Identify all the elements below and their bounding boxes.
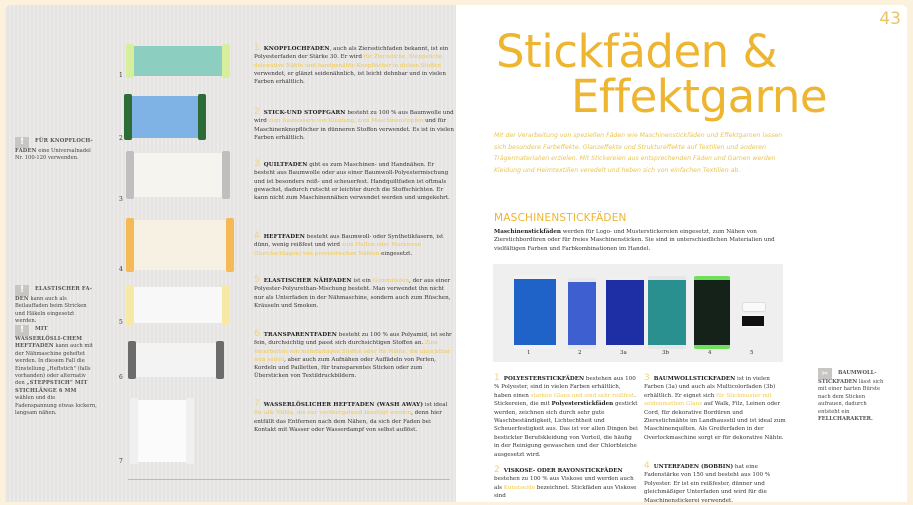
spool-number: 4	[119, 266, 123, 273]
entry-polyester-embroidery-thread: 1 POLYESTERSTICKFÄDEN bestehen aus 100 % Polyester, sind in vielen Farben erhältlich, haben einen starken Glanz und sind sehr reißfest. Stickereien, die mit Polyesterstickfäden gestickt werden, zeichnen sich durch sehr gute Waschbeständigkeit, Lichtechtheit und Scheuerfestigkeit aus. Das ist vor allen Dingen bei bestickter Berufskleidung von Vorteil, die häufig in der Reinigung gewaschen und der Chlorbleiche ausgesetzt wird.	[494, 373, 638, 458]
spool-flange	[126, 285, 134, 325]
thread-spool	[132, 400, 192, 462]
spool-number: 2	[119, 135, 123, 142]
spool-flange	[186, 398, 194, 464]
spool-label: 2	[578, 350, 582, 356]
section-heading: MASCHINENSTICKFÄDEN	[494, 212, 627, 224]
tip-buttonhole-thread: ! FÜR KNOPFLOCH-FADEN eine Universalnadel Nr. 100-120 verwenden.	[15, 137, 93, 162]
entry-water-soluble-thread: 7 WASSERLÖSLICHER HEFTFADEN (WASH AWAY) ist ideal für alle Nähte, die nur vorübergehend benötigt werden, denn hier entfällt das Entfernen nach dem Nähen, da sich der Faden bei Kontakt mit Wasser oder Wasserdampf von selbst auflöst.	[254, 399, 448, 433]
tip-water-soluble-thread: ! MIT WASSERLÖSLI-CHEM HEFTFADEN kann auch mit der Nähmaschine geheftet werden. In diesem Fall die Einstellung „Heftstich" (falls vorhanden) oder alternativ den „STEPPSTICH" MIT STICHLÄNGE 6 MM wählen und die Fadenspannung etwas lockern, langsam nähen.	[15, 325, 97, 417]
spool-label: 5	[750, 350, 754, 356]
section-lead: Maschinenstickfäden werden für Logo- und Musterstickereien eingesetzt, zum Nähen von Zierstichbordüren oder für freies Maschinensticken. Sie sind in unterschiedlichen Materialien und vielfältigen Farben und Farbkombinationen im Handel.	[494, 229, 775, 252]
spool-number: 5	[119, 319, 123, 326]
exclamation-icon: !	[15, 325, 29, 336]
spool-label: 1	[527, 350, 531, 356]
spool-label: 3a	[620, 350, 627, 356]
page-title-line2: Effektgarne	[571, 70, 828, 123]
divider	[128, 479, 450, 480]
embroidery-spool	[742, 302, 766, 312]
thread-spool	[126, 96, 204, 138]
entry-darning-thread: 2 STICK-UND STOPFGARN besteht zu 100 % aus Baumwolle und wird zum Ausbessern von Kleidung, zum Maschinenstopfen und für Maschinenknopflöcher in dünneren Stoffen verwendet. Es ist in vielen Farben erhältlich.	[254, 107, 454, 141]
spool-flange	[222, 285, 230, 325]
spool-flange	[126, 44, 134, 78]
embroidery-spool	[514, 275, 556, 349]
embroidery-spool	[694, 276, 730, 349]
thread-spool	[128, 220, 232, 270]
entry-bobbin-thread: 4 UNTERFADEN (BOBBIN) hat eine Fadenstärke von 150 und besteht aus 100 % Polyester. Er ist ein reißfester, dünner und gleichmäßiger Unterfaden und wird für die Maschinenstickerei verwendet.	[644, 461, 771, 504]
spool-flange	[222, 44, 230, 78]
spool-number: 3	[119, 196, 123, 203]
exclamation-icon: !	[15, 137, 29, 148]
spool-flange	[130, 398, 138, 464]
spool-label: 4	[708, 350, 712, 356]
thread-spool	[128, 287, 228, 323]
spool-flange	[198, 94, 206, 140]
page-title-line1: Stickfäden &	[496, 25, 778, 78]
spool-flange	[216, 341, 224, 379]
tip-cotton-embroidery: ✂ BAUMWOLL-STICKFADEN lässt sich mit einer harten Bürste nach dem Sticken aufrauen, dadurch entsteht ein FELLCHARAKTER.	[818, 369, 884, 423]
entry-buttonhole-thread: 1 KNOPFLOCHFADEN, auch als Ziersstichfaden bekannt, ist ein Polyesterfaden der Stärke 30. Er wird für Ziersstiche, Steppstiche, dekorative Nähte und handgenähte Knopflöcher in dicken Stoffen verwendet, er glänzt seidenähnlich, ist leicht dehnbar und in vielen Farben erhältlich.	[254, 43, 449, 86]
spool-label: 3b	[662, 350, 670, 356]
entry-basting-thread: 4 HEFTFADEN besteht aus Baumwoll- oder Synthetikfasern, ist dünn, wenig reißfest und wird zum Heften oder Markieren (Durchschlagen) von provisorischen Nähten eingesetzt.	[254, 231, 444, 257]
intro-paragraph: Mit der Verarbeitung von speziellen Fäden wie Maschinenstickfäden und Effektgarnen lassen sich besondere Farbeffekte, Glanzeffekte und Struktureffekte auf Textilien und anderen Trägermaterialien erzielen. Mit Stickereien aus entsprechenden Fäden und Garnen werden Kleidung und Heimtextilien veredelt und heben sich von einfachen Textilien ab.	[494, 132, 783, 174]
entry-quilting-thread: 3 QUILTFADEN gibt es zum Maschinen- und Handnähen. Er besteht aus Baumwolle oder aus einer Baumwoll-Polyestermischung und ist besonders reiß- und scheuerfest. Handquiltfaden ist oftmals gewachst, dadurch rutscht er leichter durch die Stoffschichten. Er kann nicht zum Maschinennähen verwendet werden und umgekehrt.	[254, 159, 450, 202]
spool-flange	[222, 151, 230, 199]
scissors-icon: ✂	[818, 368, 832, 379]
entry-elastic-thread: 5 ELASTISCHER NÄHFADEN ist ein Gummifaden, der aus einer Polyester-Polyurethan-Mischung besteht. Man verwendet ihn nicht nur als Unterfaden in der Nähmaschine, sondern auch zum Rüschen, Kräuseln und Smoken.	[254, 275, 451, 309]
entry-viscose-embroidery-thread: 2 VISKOSE- ODER RAYONSTICKFÄDEN bestehen zu 100 % aus Viskose und werden auch als Kunstseide bezeichnet. Stickfäden aus Viskose sind	[494, 465, 637, 500]
embroidery-spool	[606, 276, 644, 349]
thread-spool	[130, 343, 222, 377]
spool-flange	[226, 218, 234, 272]
entry-cotton-embroidery-thread: 3 BAUMWOLLSTICKFADEN ist in vielen Farben (3a) und auch als Multicolorfaden (3b) erhältlich. Er eignet sich für Stickmuster mit seidenmattem Glanz auf Walk, Filz, Leinen oder Cord, für dekorative Bordüren und Ziersstichnähte im Landhausstil und ist ideal zum Maschinenquilten. Als Greiferfaden in der Overlockmaschine sorgt er für dekorative Nähte.	[644, 373, 786, 441]
spool-flange	[128, 341, 136, 379]
entry-transparent-thread: 6 TRANSPARENTFADEN besteht zu 100 % aus Polyamid, ist sehr fein, durchsichtig und passt sich durchsichtigen Stoffen an. Zum Verarbeiten von mehrfarbigen Stoffen oder für Nähte, die unsichtbar sein sollen, aber auch zum Aufnähen oder Auffädeln von Perlen, Kordeln und Pailletten, für transparentes Sticken oder zum Übersticken von Textildruckbildern.	[254, 329, 452, 380]
spool-flange	[124, 94, 132, 140]
spool-number: 1	[119, 72, 123, 79]
exclamation-icon: !	[15, 285, 29, 296]
spool-flange	[126, 218, 134, 272]
spool-flange	[126, 151, 134, 199]
thread-spool	[128, 46, 228, 76]
embroidery-spool	[568, 278, 596, 349]
thread-spool	[128, 153, 228, 197]
embroidery-spool	[648, 276, 686, 349]
spool-number: 6	[119, 374, 123, 381]
tip-elastic-thread: ! ELASTISCHER FA-DEN kann auch als Beilauffaden beim Stricken und Häkeln eingesetzt werden.	[15, 285, 93, 325]
page-number: 43	[879, 9, 901, 29]
spool-number: 7	[119, 458, 123, 465]
bobbin	[742, 314, 764, 328]
